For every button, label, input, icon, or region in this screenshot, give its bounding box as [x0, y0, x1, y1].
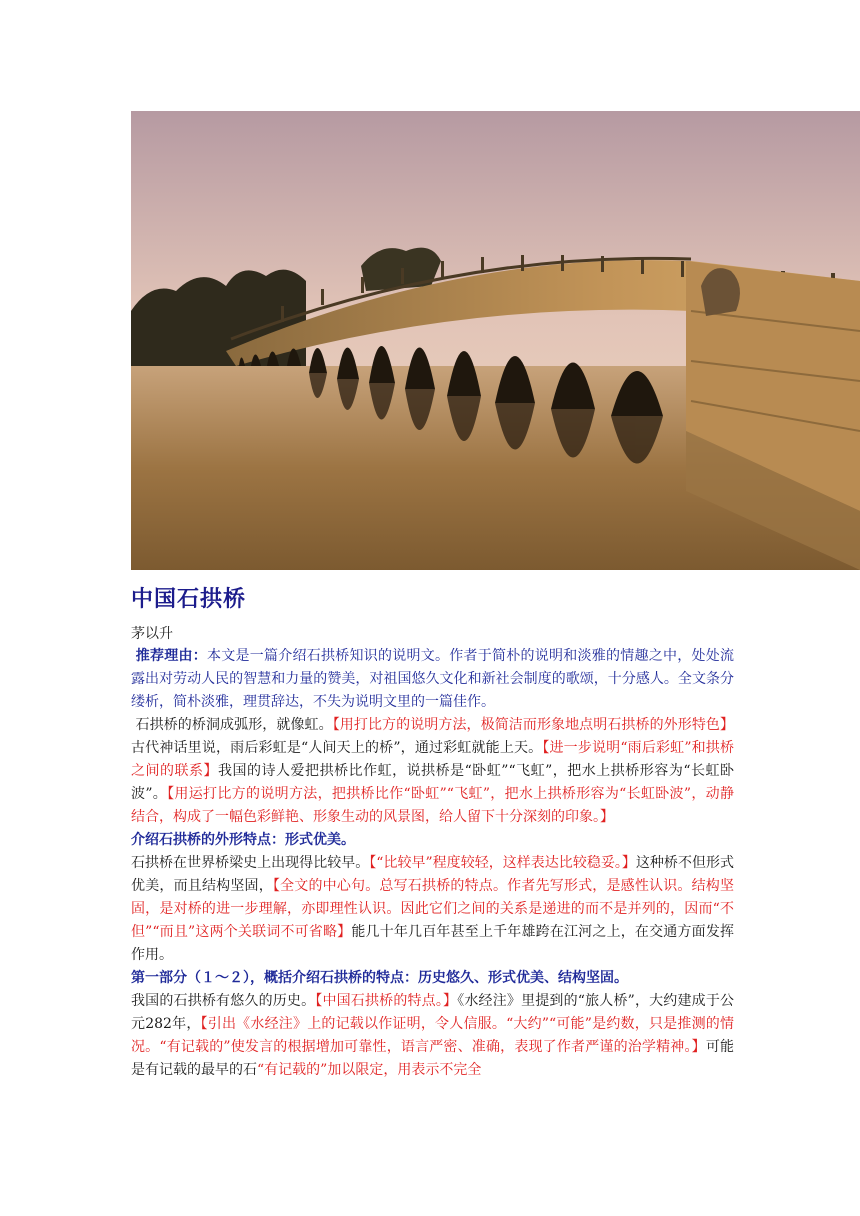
section-heading-2: 第一部分（１～２），概括介绍石拱桥的特点：历史悠久、形式优美、结构坚固。	[131, 970, 628, 986]
recommend-paragraph	[131, 645, 734, 714]
annotation-text: 【全文的中心句。总写石拱桥的特点。作者先写形式，是感性认识。结构坚固，是对桥的进一步理解，亦即理性认识。因此它们之间的关系是递进的而不是并列的，因而“不但”“而且”这两个关联词不可省略】	[131, 878, 734, 940]
recommend-label: 推荐理由：	[135, 648, 207, 664]
body-text: 这种桥不但形式优美，而且结构坚固，	[131, 855, 734, 894]
article-author: 茅以升	[131, 626, 173, 642]
annotation-text: 【“比较早”程度较轻，这样表达比较稳妥。】	[369, 855, 636, 871]
body-text: 石拱桥在世界桥梁史上出现得比较早。	[131, 855, 370, 871]
annotation-text: 【用打比方的说明方法，极简洁而形象地点明石拱桥的外形特色】	[332, 717, 735, 733]
body-text: 能几十年几百年甚至上千年雄跨在江河之上，在交通方面发挥作用。	[131, 924, 734, 963]
paragraph-1	[131, 714, 734, 829]
paragraph-2-runs	[131, 855, 734, 963]
bridge-illustration	[131, 111, 860, 570]
bridge-photo	[131, 111, 860, 570]
article-body	[131, 645, 734, 1082]
annotation-text: 【引出《水经注》上的记载以作证明，令人信服。“大约”“可能”是约数，只是推测的情况。“有记载的”使发言的根据增加可靠性，语言严密、准确，表现了作者严谨的治学精神。】	[131, 1016, 734, 1055]
annotation-text: 【进一步说明“雨后彩虹”和拱桥之间的联系】	[131, 740, 734, 779]
annotation-text: “有记载的”加以限定，用表示不完全	[257, 1062, 482, 1078]
article-title: 中国石拱桥	[131, 587, 247, 612]
body-text: 我国的诗人爱把拱桥比作虹，说拱桥是“卧虹”“飞虹”，把水上拱桥形容为“长虹卧波”。	[131, 763, 734, 802]
section-heading-1: 介绍石拱桥的外形特点：形式优美。	[131, 832, 355, 848]
annotation-text: 【用运打比方的说明方法，把拱桥比作“卧虹”“飞虹”，把水上拱桥形容为“长虹卧波”，动静结合，构成了一幅色彩鲜艳、形象生动的风景图，给人留下十分深刻的印象。】	[131, 786, 734, 825]
body-text: 可能是有记载的最早的石	[131, 1039, 735, 1078]
body-text: 古代神话里说，雨后彩虹是“人间天上的桥”，通过彩虹就能上天。	[131, 740, 543, 756]
paragraph-3-runs	[131, 993, 734, 1078]
recommend-text: 本文是一篇介绍石拱桥知识的说明文。作者于简朴的说明和淡雅的情趣之中，处处流露出对劳动人民的智慧和力量的赞美，对祖国悠久文化和新社会制度的歌颂，十分感人。全文条分缕析，简朴淡雅，理贯辞达，不失为说明文里的一篇佳作。	[131, 648, 735, 710]
body-text: 我国的石拱桥有悠久的历史。	[131, 993, 316, 1009]
paragraph-1-runs	[131, 717, 734, 825]
paragraph-2	[131, 852, 734, 967]
body-text: 石拱桥的桥洞成弧形，就像虹。	[135, 717, 333, 733]
body-text: 《水经注》里提到的“旅人桥”，大约建成于公元282年，	[131, 993, 735, 1032]
annotation-text: 【中国石拱桥的特点。】	[315, 993, 458, 1009]
paragraph-3	[131, 990, 734, 1082]
